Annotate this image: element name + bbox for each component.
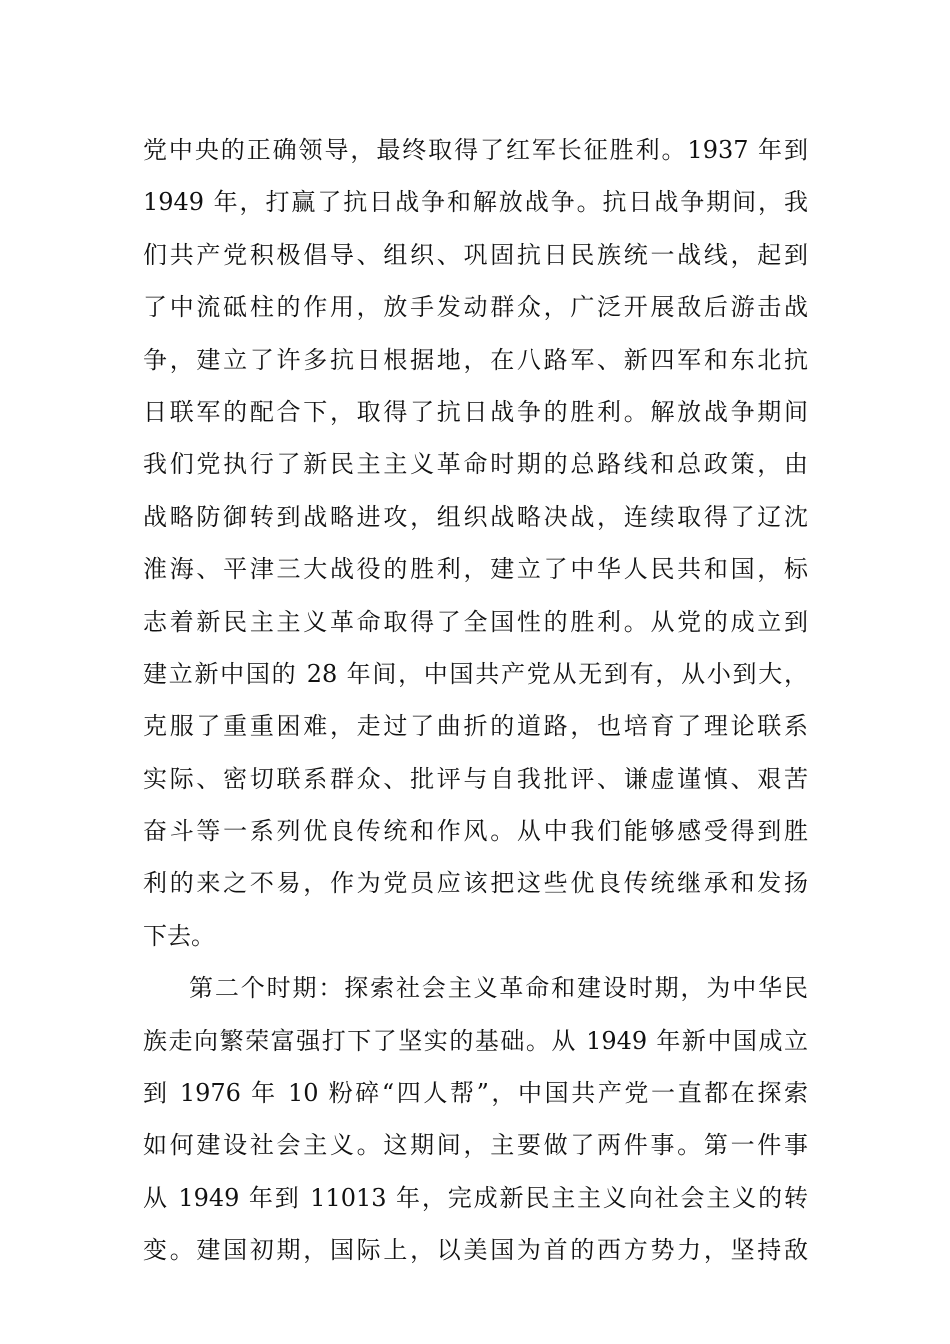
text-line: 从 1949 年到 11013 年，完成新民主主义向社会主义的转: [143, 1183, 808, 1212]
text-line: 战略防御转到战略进攻，组织战略决战，连续取得了辽沈: [143, 502, 808, 531]
text-line: 建立新中国的 28 年间，中国共产党从无到有，从小到大，: [143, 659, 808, 688]
document-body: [143, 127, 808, 1280]
text-line: 族走向繁荣富强打下了坚实的基础。从 1949 年新中国成立: [143, 1026, 808, 1055]
text-line: 变。建国初期，国际上，以美国为首的西方势力，坚持敌: [143, 1236, 808, 1265]
text-line: 淮海、平津三大战役的胜利，建立了中华人民共和国，标: [143, 555, 808, 584]
text-line: 们共产党积极倡导、组织、巩固抗日民族统一战线，起到: [143, 240, 808, 269]
text-line: 利的来之不易，作为党员应该把这些优良传统继承和发扬: [143, 869, 808, 898]
text-line: 1949 年，打赢了抗日战争和解放战争。抗日战争期间，我: [143, 188, 808, 217]
text-line: 到 1976 年 10 粉碎“四人帮”，中国共产党一直都在探索: [143, 1079, 808, 1108]
text-line: 我们党执行了新民主主义革命时期的总路线和总政策，由: [143, 450, 808, 479]
paragraph-1: [143, 127, 808, 965]
text-line: 下去。: [143, 921, 215, 950]
text-line: 志着新民主主义革命取得了全国性的胜利。从党的成立到: [143, 607, 808, 636]
text-line: 如何建设社会主义。这期间，主要做了两件事。第一件事: [143, 1131, 808, 1160]
text-line: 实际、密切联系群众、批评与自我批评、谦虚谨慎、艰苦: [143, 764, 808, 793]
paragraph-2: [143, 965, 808, 1279]
text-line: 第二个时期：探索社会主义革命和建设时期，为中华民: [189, 974, 808, 1003]
text-line: 奋斗等一系列优良传统和作风。从中我们能够感受得到胜: [143, 817, 808, 846]
text-line: 克服了重重困难，走过了曲折的道路，也培育了理论联系: [143, 712, 808, 741]
text-line: 日联军的配合下，取得了抗日战争的胜利。解放战争期间: [143, 397, 808, 426]
text-line: 党中央的正确领导，最终取得了红军长征胜利。1937 年到: [143, 136, 808, 164]
text-line: 争，建立了许多抗日根据地，在八路军、新四军和东北抗: [143, 345, 808, 374]
text-line: 了中流砥柱的作用，放手发动群众，广泛开展敌后游击战: [143, 293, 808, 322]
